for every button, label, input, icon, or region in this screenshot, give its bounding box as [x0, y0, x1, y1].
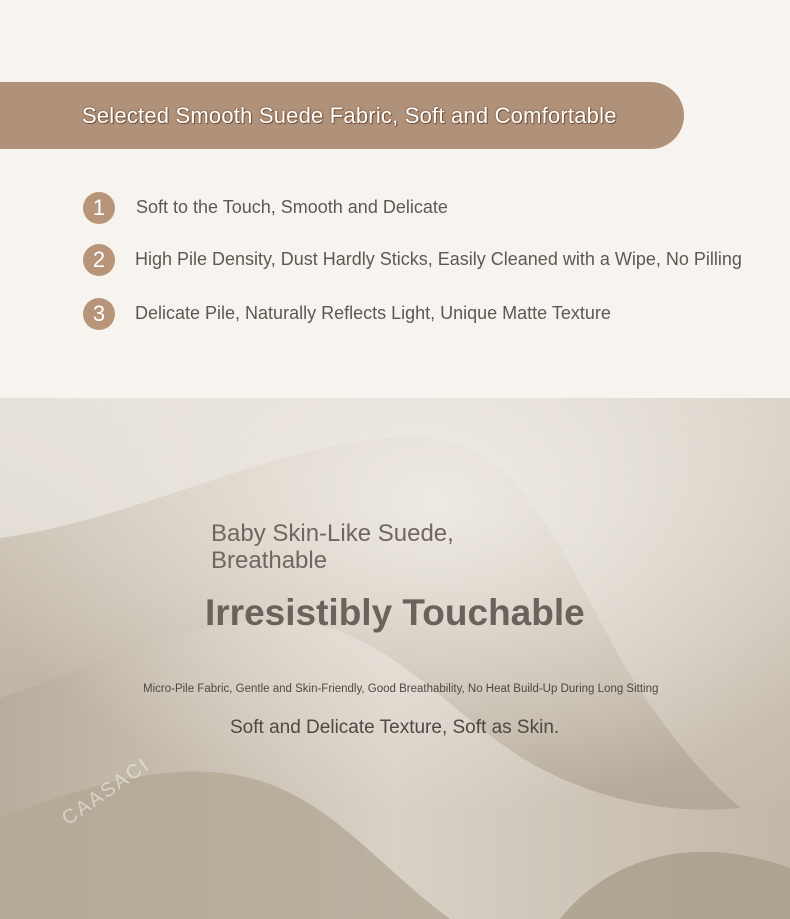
number-badge: 1: [83, 192, 115, 224]
description: Micro-Pile Fabric, Gentle and Skin-Friendly, Good Breathability, No Heat Build-Up During Long Sitting: [143, 683, 659, 695]
tagline: Soft and Delicate Texture, Soft as Skin.: [230, 717, 560, 738]
subheading-line-1: Baby Skin-Like Suede,: [211, 520, 454, 547]
feature-text: Delicate Pile, Naturally Reflects Light, Unique Matte Texture: [135, 303, 611, 323]
brand-watermark: CAASACI: [58, 753, 155, 831]
feature-text: High Pile Density, Dust Hardly Sticks, Easily Cleaned with a Wipe, No Pilling: [135, 249, 742, 269]
number-badge: 3: [83, 298, 115, 330]
subheading-line-2: Breathable: [211, 547, 328, 574]
banner-title: Selected Smooth Suede Fabric, Soft and Comfortable: [82, 103, 617, 128]
main-heading: Irresistibly Touchable: [205, 592, 585, 633]
number-badge: 2: [83, 244, 115, 276]
fabric-photo: [0, 398, 790, 919]
fabric-drape-illustration: [0, 398, 790, 919]
feature-text: Soft to the Touch, Smooth and Delicate: [136, 197, 448, 217]
